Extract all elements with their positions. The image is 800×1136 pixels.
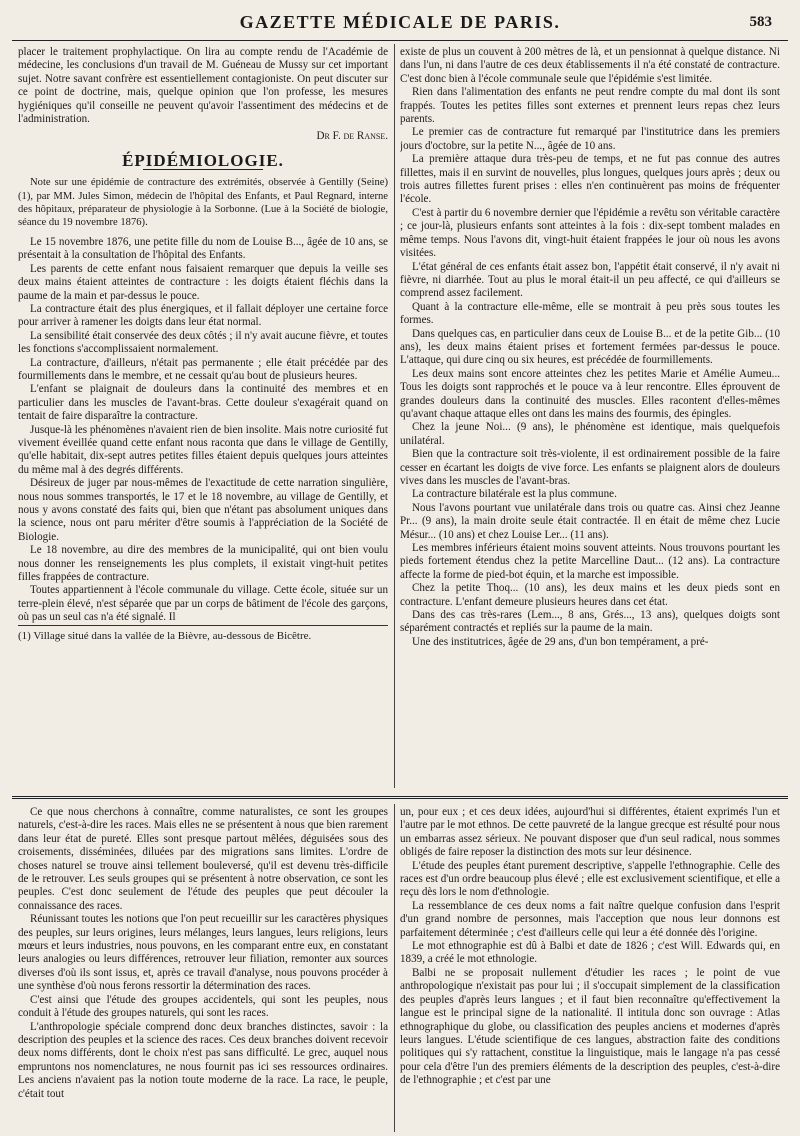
paragraph: Désireux de juger par nous-mêmes de l'exactitude de cette narration singulière, nous nous sommes transportés, le 17 et le 18 novembre, au village de Gentilly, et nous y avons constaté des faits qui, bien que n'étant pas absolument uniques dans la science, nous ont paru mériter d'être soumis à l'appréciation de la Société de Biologie.	[18, 477, 388, 543]
paragraph: Nous l'avons pourtant vue unilatérale dans trois ou quatre cas. Ainsi chez Jeanne Pr... (9 ans), la main droite seule était contractée. Il en était de même chez Lucie Mésur... (10 ans) et chez Louise Ler... (11 ans).	[400, 501, 780, 541]
header-rule	[12, 40, 788, 41]
paragraph: Dans quelques cas, en particulier dans ceux de Louise B... et de la petite Gib... (10 ans), les deux mains étaient prises et fortement fermées par-dessus le pouce. L'attaque, qui dure cinq ou six heures, est précédée de fourmillements.	[400, 327, 780, 367]
paragraph: La première attaque dura très-peu de temps, et ne fut pas connue des autres fillettes, mais il en survint de nouvelles, plus longues, quelques jours après ; deux ou trois autres fillettes furent prises : elles n'en continuèrent pas moins de fréquenter l'école.	[400, 153, 780, 206]
paragraph: Le premier cas de contracture fut remarqué par l'institutrice dans les premiers jours d'octobre, sur la petite N..., âgée de 10 ans.	[400, 126, 780, 152]
paragraph: Rien dans l'alimentation des enfants ne peut rendre compte du mal dont ils sont frappés. Toutes les petites filles sont externes et prennent leurs repas chez leurs parents.	[400, 86, 780, 126]
paragraph: L'enfant se plaignait de douleurs dans la continuité des membres et en particulier dans les muscles de l'avant-bras. Cette douleur s'exagérait quand on tentait de faire disparaître la contracture.	[18, 383, 388, 423]
paragraph: Ce que nous cherchons à connaître, comme naturalistes, ce sont les groupes naturels, c'est-à-dire les races. Mais elles ne se présentent à nous que bien rarement dans leur état de pureté. Elles sont presque partout mêlées, déguisées sous des croisements, disséminées, diluées par des migrations sans limites. L'ordre de choses naturel se trouve ainsi tellement bouleversé, qu'il est devenu très-difficile de le retrouver. Les seuls groupes qui se présentent à notre observation, ce sont les peuples. C'est donc seulement de l'étude des peuples que peut découler la connaissance des races.	[18, 806, 388, 912]
paragraph: Une des institutrices, âgée de 29 ans, d'un bon tempérament, a pré-	[412, 635, 709, 648]
paragraph: Le 15 novembre 1876, une petite fille du nom de Louise B..., âgée de 10 ans, se présentait à la consultation de l'hôpital des Enfants.	[18, 235, 388, 262]
paragraph: Les deux mains sont encore atteintes chez les petites Marie et Amélie Aumeu... Tous les doigts sont rapprochés et le pouce va à leur rencontre. Elles éprouvent de grandes douleurs dans la continuité des muscles. Elles racontent d'elles-mêmes qu'avant chaque attaque elles ont dans les mains des fourmis, des épingles.	[400, 367, 780, 420]
feuilleton-rule	[12, 796, 788, 799]
paragraph: C'est ainsi que l'étude des groupes accidentels, qui sont les peuples, nous conduit à l'étude des groupes naturels, qui sont les races.	[18, 993, 388, 1020]
paragraph: Quant à la contracture elle-même, elle se montrait à peu près sous toutes les formes.	[400, 300, 780, 327]
bottom-left-column	[18, 806, 388, 1132]
column-divider	[394, 44, 395, 788]
paragraph: Le 18 novembre, au dire des membres de la municipalité, qui ont bien voulu nous donner les renseignements les plus complets, il existait vingt-huit petites filles frappées de contracture.	[18, 544, 388, 584]
article-heading: Note sur une épidémie de contracture des extrémités, observée à Gentilly (Seine) (1), par MM. Jules Simon, médecin de l'hôpital des Enfants, et Paul Regnard, interne des hôpitaux, préparateur de physiologie à la Sorbonne. (Lue à la Société de biologie, séance du 19 novembre 1876).	[18, 177, 388, 229]
paragraph: La contracture bilatérale est la plus commune.	[412, 488, 617, 501]
paragraph: Les membres inférieurs étaient moins souvent atteints. Nous trouvons pourtant les pieds fortement étendus chez la petite Marcelline Daut... (12 ans). La contracture affecte la forme de pied-bot équin, et la marche est impossible.	[400, 542, 780, 581]
bottom-right-column	[400, 806, 780, 1132]
paragraph: Jusque-là les phénomènes n'avaient rien de bien insolite. Mais notre curiosité fut vivement éveillée quand cette enfant nous raconta que dans le village de Gentilly, qu'elle habitait, dix-sept autres petites filles étaient depuis quelques jours atteintes du même mal à des degrés différents.	[18, 423, 388, 476]
paragraph: L'anthropologie spéciale comprend donc deux branches distinctes, savoir : la description des peuples et la science des races. Ces deux branches doivent recevoir deux noms différents, dont le choix n'est pas sans difficulté. Le grec, auquel nous empruntons nos nomenclatures, ne nous fournit pas ici ses ressources ordinaires. Les anciens n'avaient pas la notion toute moderne de la race. La race, le peuple, c'était tout	[18, 1020, 388, 1100]
paragraph: L'état général de ces enfants était assez bon, l'appétit était conservé, il n'y avait ni fièvre, ni diarrhée. Tout au plus le moral était-il un peu affecté, ce qui d'ailleurs se comprend assez facilement.	[400, 260, 780, 300]
paragraph: La ressemblance de ces deux noms a fait naître quelque confusion dans l'esprit d'un grand nombre de personnes, mais l'acception que nous leur donnons est parfaitement déterminée ; c'est d'ailleurs celle qui leur a été donnée dès l'origine.	[400, 899, 780, 939]
paragraph: Chez la jeune Noi... (9 ans), le phénomène est identique, mais quelquefois unilatéral.	[400, 421, 780, 447]
column-divider	[394, 804, 395, 1132]
paragraph: Chez la petite Thoq... (10 ans), les deux mains et les deux pieds sont en contracture. L'enfant demeure plusieurs heures dans cet état.	[400, 582, 780, 608]
paragraph: existe de plus un couvent à 200 mètres de là, et un pensionnat à quelque distance. Ni dans l'un, ni dans l'autre de ces deux établissements il n'a été constaté de contracture. C'est donc bien à l'école communale seule que l'épidémie s'est limitée.	[400, 46, 780, 85]
top-left-column	[18, 46, 388, 790]
paragraph: Dans des cas très-rares (Lem..., 8 ans, Grés..., 13 ans), quelques doigts sont séparément contractés et repliés sur la paume de la main.	[400, 609, 780, 635]
journal-title: GAZETTE MÉDICALE DE PARIS.	[239, 12, 561, 32]
paragraph: Bien que la contracture soit très-violente, il est ordinairement possible de la faire cesser en écartant les doigts de vive force. Les enfants se plaignent alors de douleurs vives dans les muscles de l'avant-bras.	[400, 448, 780, 487]
paragraph: Réunissant toutes les notions que l'on peut recueillir sur les caractères physiques des peuples, sur leurs origines, leurs mélanges, leurs langues, leurs religions, leurs mœurs et leurs industries, nous pouvons, en les comparant entre eux, en constatant leurs analogies ou leurs différences, retrouver leur filiation, remonter aux sources diverses d'où ils sont issus, et, après ce travail d'analyse, nous pouvons procéder à une synthèse d'où nous ferons ressortir la détermination des races.	[18, 913, 388, 993]
paragraph: un, pour eux ; et ces deux idées, aujourd'hui si différentes, étaient exprimés l'un et l'autre par le mot ethnos. De cette pauvreté de la langue grecque est résulté pour nous un embarras assez sérieux. Ne pouvant disposer que d'un seul radical, nous sommes obligés de faire reposer la distinction des mots sur leur désinence.	[400, 806, 780, 859]
top-right-column	[400, 46, 780, 790]
paragraph: Balbi ne se proposait nullement d'étudier les races ; le point de vue anthropologique n'existait pas pour lui ; il s'occupait simplement de la classification des peuples d'après leurs langues ; et il faut bien reconnaître qu'effectivement la langue est le principal signe de la nationalité. Il intitula donc son ouvrage : Atlas ethnographique du globe, ou classification des peuples anciens et modernes d'après leurs langues. L'étude scientifique de ces langues, abstraction faite des conditions politiques qui s'y rattachent, constitue la linguistique, mais le langage n'a pas cessé pour cela d'être l'un des premiers éléments de la description des peuples, c'est-à-dire de l'ethnographie ; et c'est par une	[400, 966, 780, 1087]
signature: Dr F. de Ranse.	[316, 130, 388, 143]
paragraph: La sensibilité était conservée des deux côtés ; il n'y avait aucune fièvre, et toutes les fonctions s'accomplissaient normalement.	[18, 329, 388, 356]
paragraph: placer le traitement prophylactique. On lira au compte rendu de l'Académie de médecine, les conclusions d'un travail de M. Guéneau de Mussy sur cet important sujet. Notre savant confrère est essentiellement contagioniste. On peut discuter sur ce point de doctrine, mais, quelque opinion que l'on professe, les mesures hygiéniques qu'il conseille ne peuvent qu'avoir l'assentiment des médecins et de l'administration.	[18, 46, 388, 126]
footnote: (1) Village situé dans la vallée de la Bièvre, au-dessous de Bicêtre.	[18, 625, 388, 643]
paragraph: Le mot ethnographie est dû à Balbi et date de 1826 ; c'est Will. Edwards qui, en 1839, a créé le mot ethnologie.	[400, 940, 780, 966]
page-number: 583	[749, 14, 772, 30]
paragraph: Les parents de cette enfant nous faisaient remarquer que depuis la veille ses deux mains étaient atteintes de contracture : les doigts étaient fléchis dans la paume de la main et par-dessus le pouce.	[18, 262, 388, 302]
page-header	[18, 6, 782, 38]
paragraph: L'étude des peuples étant purement descriptive, s'appelle l'ethnographie. Celle des races est d'un ordre beaucoup plus élevé ; elle est exclusivement scientifique, et elle a reçu dès lors le nom d'ethnologie.	[400, 859, 780, 899]
paragraph: La contracture était des plus énergiques, et il fallait déployer une certaine force pour arriver à ramener les doigts dans leur état normal.	[18, 302, 388, 329]
section-title: ÉPIDÉMIOLOGIE.	[122, 150, 284, 170]
paragraph: C'est à partir du 6 novembre dernier que l'épidémie a revêtu son véritable caractère ; ce jour-là, plusieurs enfants sont atteintes à la fois : dix-sept tombent malades en même temps. Nous l'avons dit, vingt-huit étaient frappées le jour où nous les avons visitées.	[400, 206, 780, 260]
paragraph: La contracture, d'ailleurs, n'était pas permanente ; elle était précédée par des fourmillements dans le membre, et ne cessait qu'au bout de plusieurs heures.	[18, 356, 388, 382]
paragraph: Toutes appartiennent à l'école communale du village. Cette école, située sur un terre-plein élevé, n'est séparée que par un corps de bâtiment de l'école des garçons, où pas un seul cas n'a été signalé. Il	[18, 584, 388, 624]
